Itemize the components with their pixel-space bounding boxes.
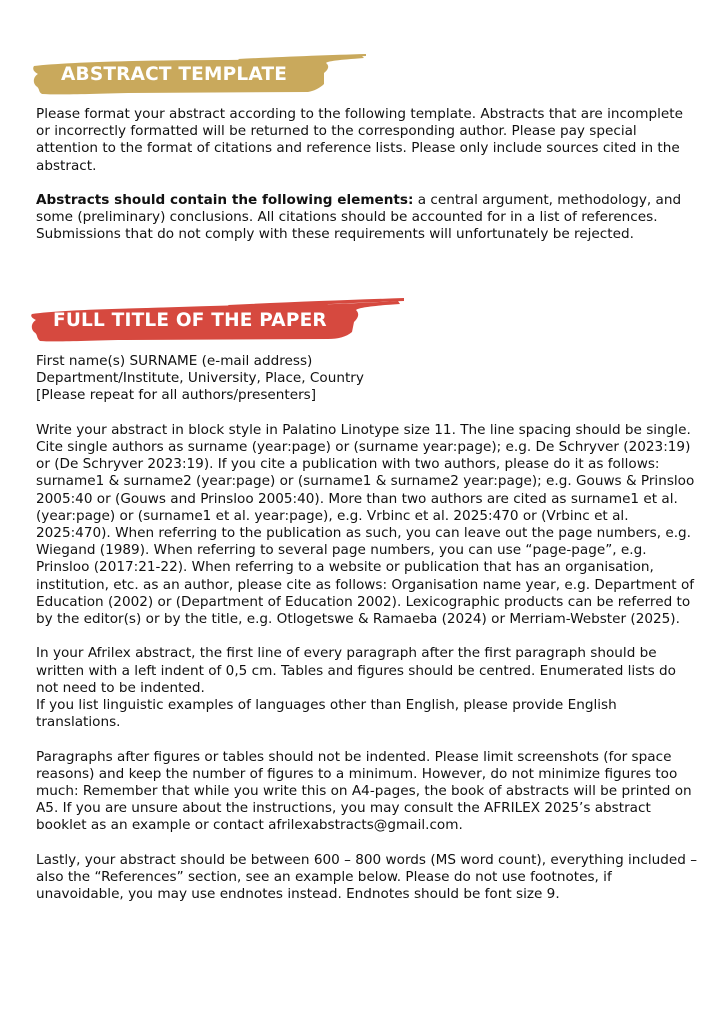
heading-text: ABSTRACT TEMPLATE: [61, 64, 288, 85]
full-title-heading: [28, 296, 408, 340]
paragraph: [36, 192, 700, 244]
paragraph-rest: a central argument, methodology, and some (preliminary) conclusions. All citations should be accounted for in a list of references. Submissions that do not comply with these requirements will unfortunately be rejected.: [36, 192, 682, 243]
paragraph: If you list linguistic examples of languages other than English, please provide English translations.: [36, 697, 617, 731]
paragraph: Please format your abstract according to the following template. Abstracts that are incomplete or incorrectly formatted will be returned to the corresponding author. Please pay special attention to the format of citations and reference lists. Please only include sources cited in the abstract.: [36, 106, 683, 174]
paragraph: Lastly, your abstract should be between 600 – 800 words (MS word count), everything included – also the “References” section, see an example below. Please do not use footnotes, if unavoidable, you may use endnotes instead. Endnotes should be font size 9.: [36, 851, 698, 903]
paragraph: Write your abstract in block style in Palatino Linotype size 11. The line spacing should be single. Cite single authors as surname (year:page) or (surname year:page); e.g. De Schryver (2023:19) or (De Schryver 2023:19). If you cite a publication with two authors, please do it as follows: surname1 & surname2 (year:page) or (surname1 & surname2 year:page); e.g. Gouws & Prinsloo 2005:40 or (Gouws and Prinsloo 2005:40). More than two authors are cited as surname1 et al. (year:page) or (surname1 et al. year:page), e.g. Vrbinc et al. 2025:470 or (Vrbinc et al. 2025:470). When referring to the publication as such, you can leave out the page numbers, e.g. Wiegand (1989). When referring to several page numbers, you can use “page-page”, e.g. Prinsloo (2017:21-22). When referring to a website or publication that has an organisation, institution, etc. as an author, please cite as follows: Organisation name year, e.g. Department of Education (2002) or (Department of Education 2002). Lexicographic products can be referred to by the editor(s) or by the title, e.g. Otlogetswe & Ramaeba (2024) or Merriam-Webster (2025).: [36, 421, 695, 628]
author-affiliation-line: Department/Institute, University, Place, Country: [36, 370, 364, 387]
heading-text: FULL TITLE OF THE PAPER: [53, 310, 327, 331]
paragraph: Paragraphs after figures or tables should not be indented. Please limit screenshots (for space reasons) and keep the number of figures to a minimum. However, do not minimize figures too much: Remember that while you write this on A4-pages, the book of abstracts will be printed on A5. If you are unsure about the instructions, you may consult the AFRILEX 2025’s abstract booklet as an example or contact afrilexabstracts@gmail.com.: [36, 748, 692, 834]
paragraph: In your Afrilex abstract, the first line of every paragraph after the first paragraph should be written with a left indent of 0,5 cm. Tables and figures should be centred. Enumerated lists do not need to be indented.: [36, 645, 676, 696]
abstract-template-body: [36, 106, 700, 244]
author-name-line: First name(s) SURNAME (e-mail address): [36, 353, 313, 369]
full-title-body: [36, 353, 700, 903]
author-repeat-note: [Please repeat for all authors/presenters]: [36, 387, 317, 404]
bold-lead: Abstracts should contain the following elements:: [36, 192, 414, 208]
abstract-template-heading: [28, 54, 368, 98]
